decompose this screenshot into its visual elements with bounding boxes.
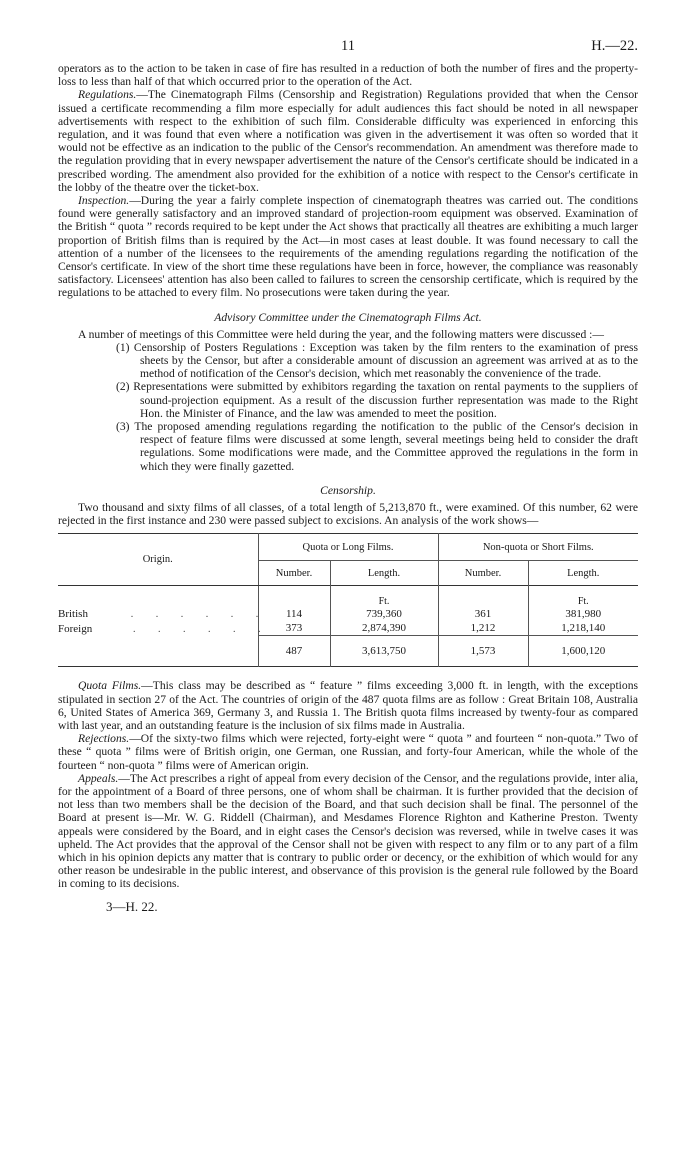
row-origin: Foreign [58,622,93,635]
paragraph-regulations [58,88,638,194]
rejections-text: —Of the sixty-two films which were rejected, forty-eight were “ quota ” and fourteen “ non-quota.” Two of these “ quota ” films were of British origin, one German, one Russian, and forty-four American, while the whole of the fourteen “ non-quota ” films were of American origin. [58,732,638,772]
document-reference: H.—22. [591,38,638,54]
leader-dots: . . . . . . [130,609,269,621]
quota-length-unit: Ft. [330,586,438,608]
origin-column-header: Origin. [58,534,258,586]
totals-row [58,636,638,667]
run-in-heading-regulations: Regulations. [78,88,137,102]
quota-number-total: 487 [258,636,330,667]
paragraph-rejections [58,732,638,772]
nonquota-number-cell: 1,212 [438,621,528,636]
paragraph-quota-films [58,679,638,732]
run-in-heading-quota-films: Quota Films. [78,679,142,693]
appeals-text: —The Act prescribes a right of appeal from every decision of the Censor, and the regulations provide, inter alia, for the appointment of a Board of three persons, one of whom shall be chairman. It is further provided that the decision of not less than two members shall be the decision of the Board, and that such decision shall be final. The personnel of the Board at present is—Mr. W. G. Riddell (Chairman), and Mesdames Florence Righton and Katherine Preston. Twenty appeals were considered by the Board, and in eight cases the Censor's decision was reversed, while in twelve cases it was upheld. The Act provides that the approval of the Censor shall not be given with respect to any film or to any part of a film which in his opinion depicts any matter that is contrary to public order or decency, or the exhibition of which would for any other reason be undesirable in the public interest, and observance of this provision is the general rule followed by the Board in coming to its decisions. [58,771,638,891]
page-number: 11 [341,38,355,54]
censorship-intro: Two thousand and sixty films of all classes, of a total length of 5,213,870 ft., were examined. Of this number, 62 were rejected in the first instance and 230 were passed subject to excisions. An analysis of the work shows— [58,500,638,528]
row-origin: British [58,608,88,621]
nonquota-group-header: Non-quota or Short Films. [438,534,638,561]
signature-mark: 3—H. 22. [106,898,158,914]
nonquota-length-header: Length. [528,561,638,586]
leader-dots: . . . . . . [132,623,271,635]
nonquota-number-cell: 361 [438,607,528,621]
nonquota-length-unit: Ft. [528,586,638,608]
table-row [58,621,638,636]
advisory-item-2: (2) Representations were submitted by exhibitors regarding the taxation on rental payments to the suppliers of sound-projection equipment. As a result of the discussion further representation was made to the Right Hon. the Minister of Finance, and the law was amended to meet the position. [116,380,638,420]
quota-length-cell: 739,360 [330,607,438,621]
section-heading-censorship: Censorship. [320,483,376,497]
run-in-heading-appeals: Appeals. [78,771,119,785]
paragraph-fire-operators: operators as to the action to be taken in case of fire has resulted in a reduction of both the number of fires and the property-loss to less than half of that which occurred prior to the operation of the Act. [58,62,638,89]
advisory-item-1: (1) Censorship of Posters Regulations : Exception was taken by the film renters to the examination of press sheets by the Censor, but after a considerable amount of discussion an agreement was arrived at as to the method of notification of the Censor's decision, which met reasonably the convenience of the trade. [116,340,638,381]
page-header [58,38,638,62]
paragraph-inspection [58,194,638,300]
quota-length-header: Length. [330,561,438,586]
paragraph-appeals [58,772,638,891]
nonquota-length-cell: 1,218,140 [528,621,638,636]
quota-films-text: —This class may be described as “ feature ” films exceeding 3,000 ft. in length, with the exceptions stipulated in section 27 of the Act. The countries of origin of the 487 quota films are as follow : Great Britain 108, Australia 6, United States of America 369, Germany 3, and Russia 1. The British quota films increased by twenty-four as compared with last year, and an outstanding feature is the inclusion of six films made in Australia. [58,679,638,732]
advisory-item-3: (3) The proposed amending regulations regarding the notification to the public of the Censor's decision in respect of feature films were discussed at some length, several meetings being held to consider the draft regulations. Some modifications were made, and the Committee approved the regulations in the form in which they were finally gazetted. [116,420,638,473]
quota-group-header: Quota or Long Films. [258,534,438,561]
nonquota-length-total: 1,600,120 [528,636,638,667]
document-page [58,38,638,915]
analysis-table [58,533,638,667]
quota-number-cell: 373 [258,621,330,636]
advisory-intro: A number of meetings of this Committee were held during the year, and the following matters were discussed :— [78,327,604,341]
quota-length-cell: 2,874,390 [330,621,438,636]
regulations-text: —The Cinematograph Films (Censorship and Registration) Regulations provided that when the Censor issued a certificate recommending a film more especially for adult audiences this fact should be noted in all newspaper advertisements with respect to the exhibition of such film. Considerable difficulty was experienced in enforcing this regulation, and it was found that even where a notification was given in the advertisement it was often so worded that it would not be effective as an indication to the public of the Censor's recommendation. An amendment was therefore made to the regulation providing that in every newspaper advertisement the nature of the Censor's certificate should be indicated in a prescribed wording. The amendment also provided for the exhibition of a notice with respect to the Censor's certificate in the lobby of the theatre over the ticket-box. [58,88,638,194]
section-heading-advisory: Advisory Committee under the Cinematograph Films Act. [214,310,482,324]
run-in-heading-inspection: Inspection. [78,194,130,208]
run-in-heading-rejections: Rejections. [78,732,130,746]
quota-number-header: Number. [258,561,330,586]
nonquota-length-cell: 381,980 [528,607,638,621]
quota-length-total: 3,613,750 [330,636,438,667]
table-row [58,607,638,621]
nonquota-number-header: Number. [438,561,528,586]
inspection-text: —During the year a fairly complete inspection of cinematograph theatres was carried out. The conditions found were generally satisfactory and an improved standard of projection-room equipment was observed. Examination of the British “ quota ” records required to be kept under the Act shows that practically all theatres are exhibiting a much larger proportion of British films than is required by the Act—in most cases at least double. It was found necessary to call the attention of a number of the licensees to the requirements of the amending regulations regarding the notification of the Censor's certificate. In view of the short time these regulations have been in force, however, the compliance was reasonably satisfactory. Licensees' attention has also been called to failures to screen the censorship certificate, which is required by the regulations to be attached to every film. No prosecutions were taken during the year. [58,194,638,300]
nonquota-number-total: 1,573 [438,636,528,667]
quota-number-cell: 114 [258,607,330,621]
